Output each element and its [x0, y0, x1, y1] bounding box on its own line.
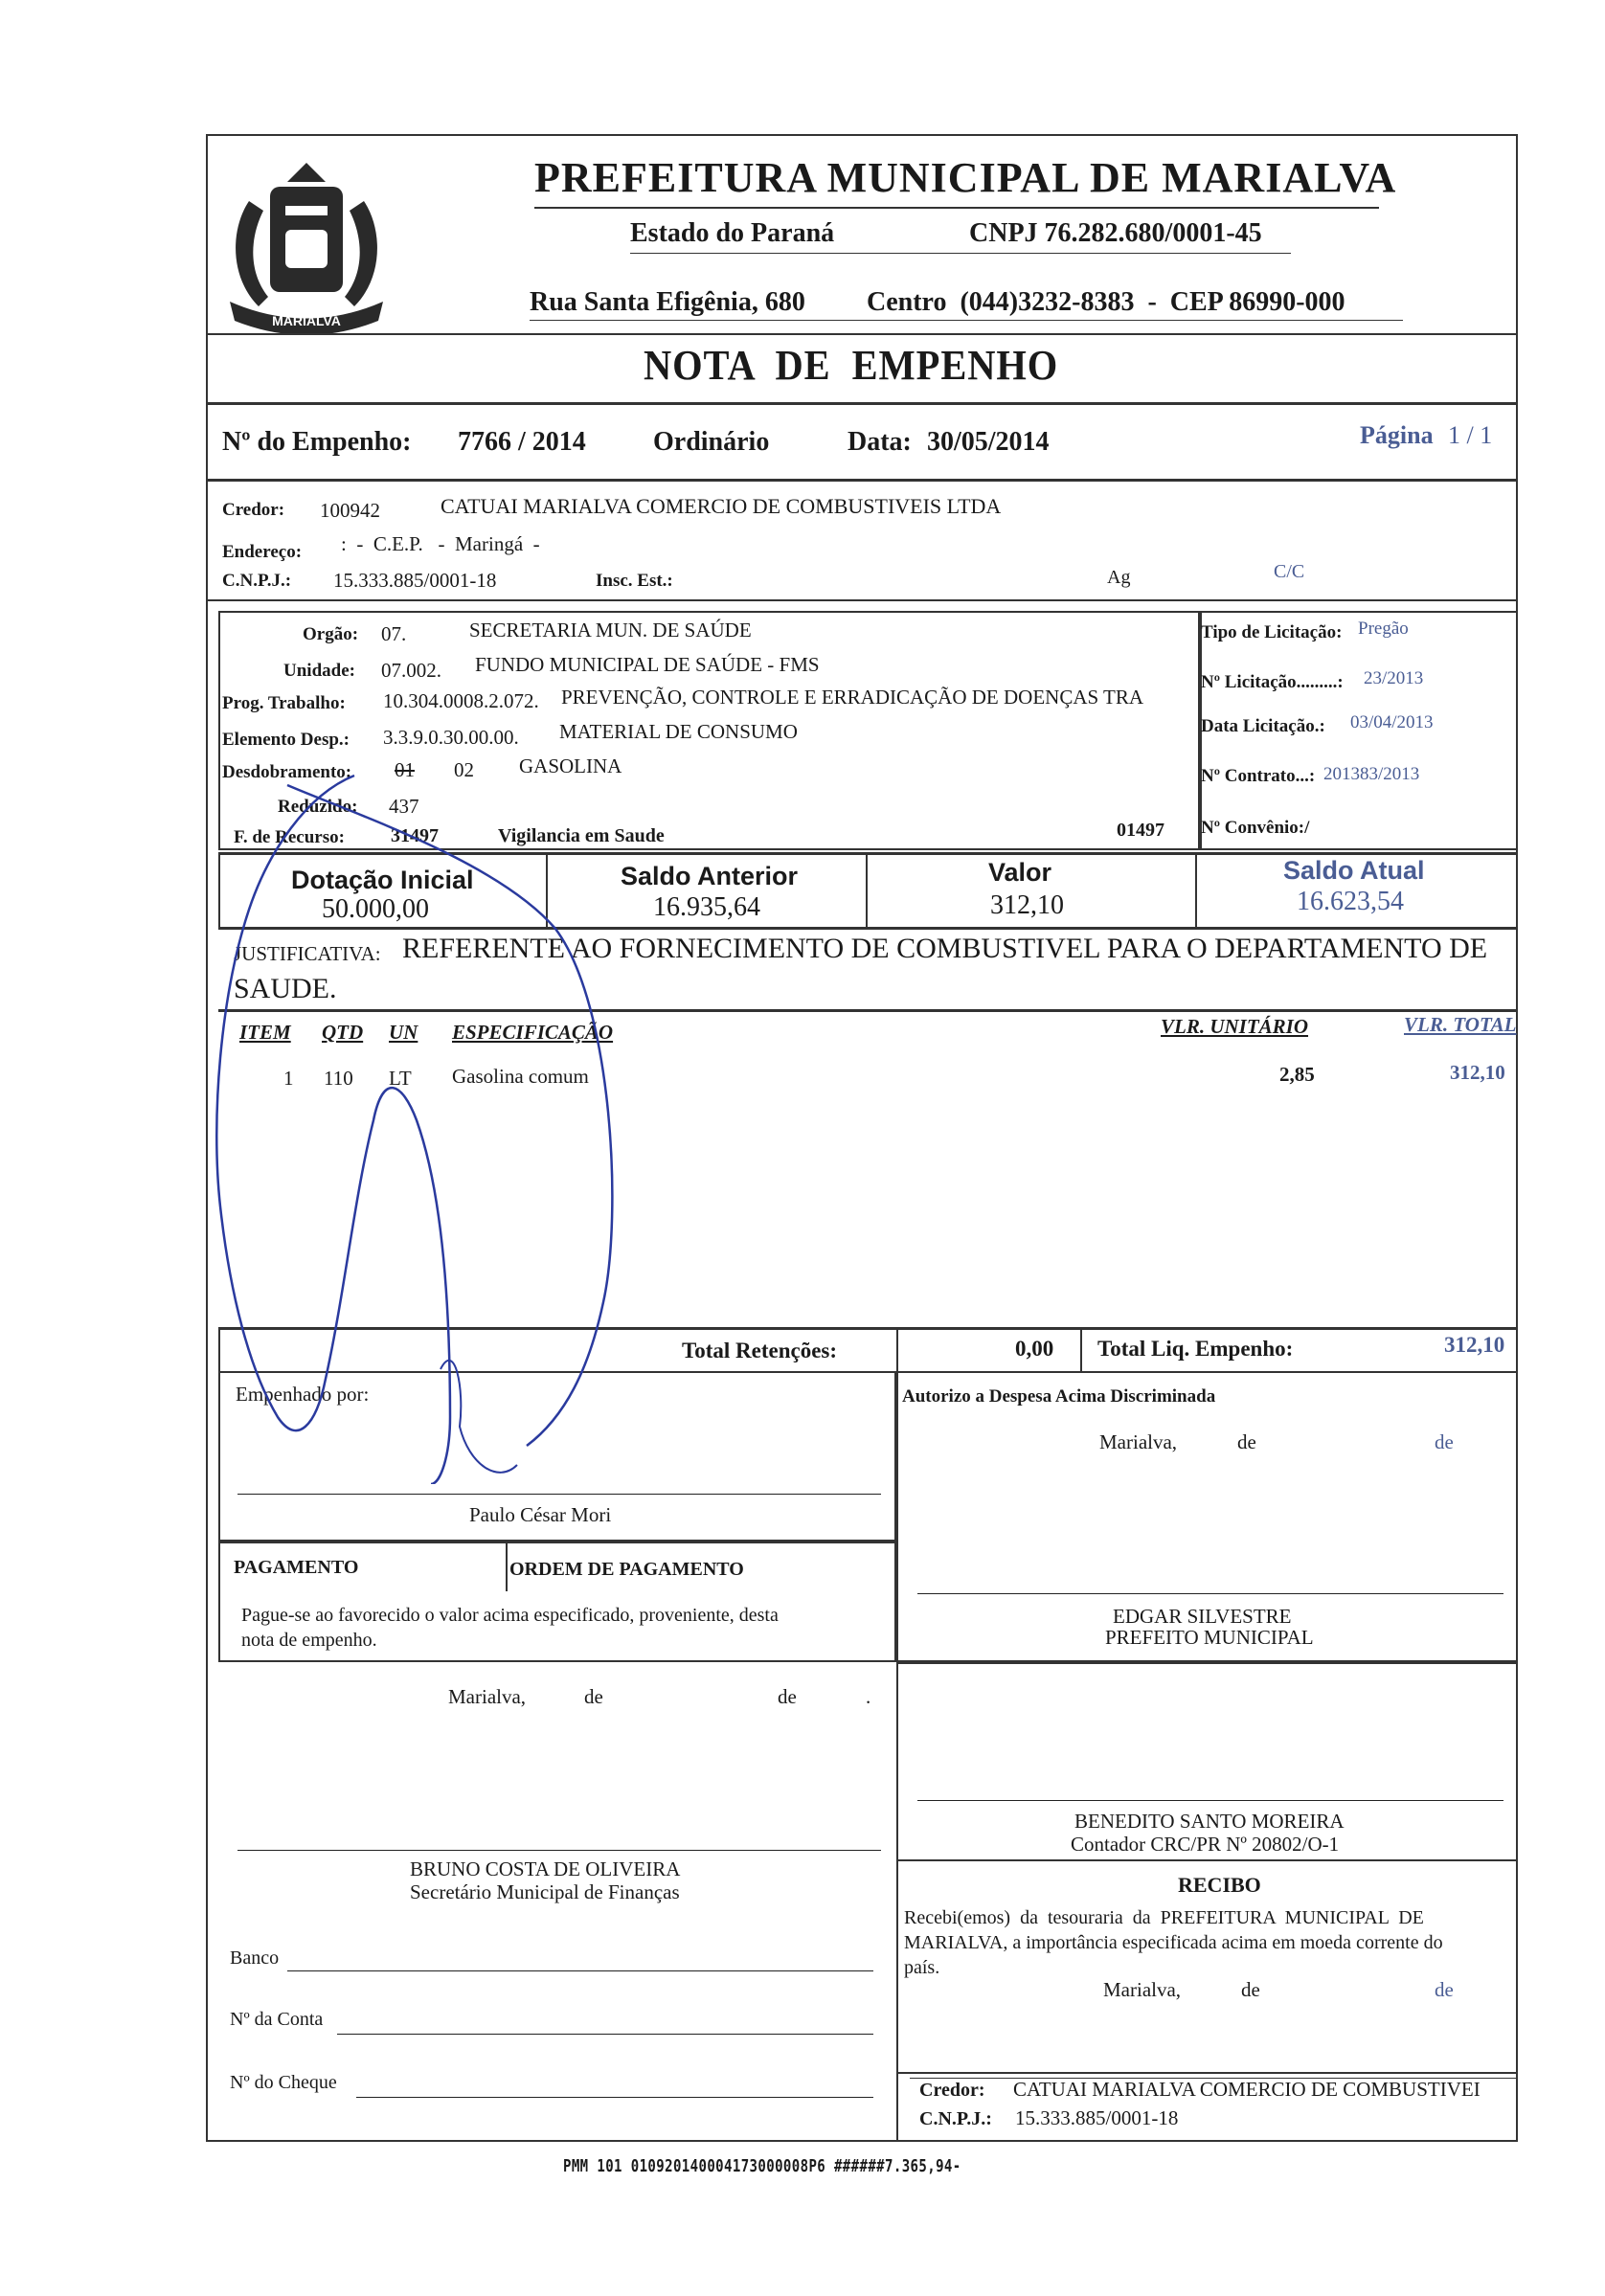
data-licitacao-value: 03/04/2013: [1350, 712, 1434, 732]
unidade-code: 07.002.: [381, 659, 441, 682]
desdobramento-code-2: 02: [454, 758, 474, 781]
recibo-credor-label: Credor:: [919, 2080, 985, 2101]
valor-value: 312,10: [990, 890, 1064, 920]
convenio-label: Nº Convênio:/: [1201, 818, 1310, 838]
cnpj-label: CNPJ 76.282.680/0001-45: [969, 218, 1262, 248]
recibo-cnpj-label: C.N.P.J.:: [919, 2108, 992, 2129]
signature-line: [237, 1850, 881, 1851]
col-unit-price-header: VLR. UNITÁRIO: [1161, 1015, 1309, 1038]
empenho-type: Ordinário: [653, 427, 770, 457]
divider: [206, 479, 1518, 482]
address-street: Rua Santa Efigênia, 680: [530, 287, 805, 317]
empenho-number: 7766 / 2014: [458, 427, 586, 457]
col-spec-header: ESPECIFICAÇÃO: [452, 1021, 614, 1044]
saldo-atual-value: 16.623,54: [1297, 887, 1404, 916]
pagamento-text-1: Pague-se ao favorecido o valor acima especificado, proveniente, desta: [241, 1605, 779, 1626]
row-spec: Gasolina comum: [452, 1065, 589, 1088]
divider: [506, 1542, 508, 1591]
input-line: [337, 2034, 873, 2035]
credor-name: CATUAI MARIALVA COMERCIO DE COMBUSTIVEIS LTDA: [441, 494, 1002, 518]
contrato-value: 201383/2013: [1323, 764, 1420, 784]
recurso-name: Vigilancia em Saude: [498, 825, 665, 846]
empenhado-label: Empenhado por:: [236, 1383, 370, 1406]
elemento-name: MATERIAL DE CONSUMO: [559, 720, 798, 743]
orgao-code: 07.: [381, 622, 407, 645]
credor-code: 100942: [320, 499, 380, 522]
col-item-header: ITEM: [239, 1021, 291, 1044]
row-qtd: 110: [324, 1067, 353, 1090]
contador-nome: BENEDITO SANTO MOREIRA: [1074, 1810, 1345, 1833]
svg-text:MARIALVA: MARIALVA: [272, 313, 341, 328]
prefeito-cargo: PREFEITO MUNICIPAL: [1105, 1626, 1314, 1649]
empenho-date: 30/05/2014: [927, 427, 1050, 457]
period-mark: .: [866, 1685, 871, 1708]
tipo-licitacao-value: Pregão: [1358, 619, 1409, 639]
numero-licitacao-value: 23/2013: [1364, 668, 1424, 688]
coat-of-arms-logo: [211, 144, 402, 345]
secretario-nome: BRUNO COSTA DE OLIVEIRA: [410, 1857, 681, 1880]
date-label: Data:: [848, 427, 912, 457]
pagamento-text-2: nota de empenho.: [241, 1630, 377, 1651]
document-title: NOTA DE EMPENHO: [644, 342, 1059, 389]
valor-label: Valor: [988, 858, 1052, 887]
divider: [866, 852, 868, 929]
autorizo-text: Autorizo a Despesa Acima Discriminada: [902, 1386, 1216, 1407]
desdobramento-code-1: 01: [395, 758, 415, 781]
input-line: [287, 1970, 873, 1971]
empenhado-nome: Paulo César Mori: [469, 1503, 612, 1526]
cc-label: C/C: [1274, 561, 1305, 582]
desdobramento-name: GASOLINA: [519, 754, 622, 777]
recibo-text-3: país.: [904, 1957, 940, 1978]
elemento-label: Elemento Desp.:: [222, 730, 350, 750]
title-underline: [534, 207, 1379, 209]
state-label: Estado do Paraná: [630, 218, 835, 248]
handwritten-signature: [211, 756, 632, 1484]
recibo-credor-value: CATUAI MARIALVA COMERCIO DE COMBUSTIVEI: [1013, 2078, 1481, 2101]
reduzido-value: 437: [389, 795, 419, 818]
prog-trabalho-name: PREVENÇÃO, CONTROLE E ERRADICAÇÃO DE DOENÇAS TRA: [561, 686, 1144, 709]
row-total: 312,10: [1450, 1061, 1505, 1084]
recibo-de-2: de: [1435, 1978, 1454, 2001]
divider: [896, 1859, 1518, 1861]
justificativa-line-2: SAUDE.: [234, 973, 337, 1004]
divider: [896, 1327, 898, 1373]
recibo-title: RECIBO: [1178, 1873, 1261, 1897]
state-underline: [630, 253, 1291, 254]
secretario-cargo: Secretário Municipal de Finanças: [410, 1880, 680, 1903]
divider: [1080, 1327, 1082, 1373]
orgao-label: Orgão:: [303, 624, 359, 644]
autorizo-city: Marialva,: [1099, 1430, 1178, 1453]
unidade-label: Unidade:: [283, 661, 355, 681]
unidade-name: FUNDO MUNICIPAL DE SAÚDE - FMS: [475, 653, 820, 676]
conta-label: Nº da Conta: [230, 2009, 324, 2030]
signature-line: [917, 1800, 1503, 1801]
row-item: 1: [283, 1067, 294, 1090]
tipo-licitacao-label: Tipo de Licitação:: [1201, 622, 1343, 642]
input-line: [356, 2097, 873, 2098]
divider: [1195, 852, 1197, 929]
recurso-label: F. de Recurso:: [234, 827, 345, 847]
col-un-header: UN: [389, 1021, 418, 1044]
justificativa-line-1: REFERENTE AO FORNECIMENTO DE COMBUSTIVEL PARA O DEPARTAMENTO DE: [402, 933, 1488, 964]
autorizo-de-1: de: [1237, 1430, 1256, 1453]
signature-line: [237, 1494, 881, 1495]
divider: [206, 599, 1518, 601]
recibo-cnpj-value: 15.333.885/0001-18: [1015, 2106, 1179, 2129]
credor-label: Credor:: [222, 500, 285, 520]
col-total-header: VLR. TOTAL: [1404, 1013, 1517, 1036]
row-un: LT: [389, 1067, 412, 1090]
pagamento-de-2: de: [778, 1685, 797, 1708]
divider: [896, 1662, 898, 2141]
endereco-label: Endereço:: [222, 542, 303, 562]
prog-trabalho-code: 10.304.0008.2.072.: [383, 689, 539, 712]
footer-code: PMM 101 010920140004173000008P6 ######7.365,94-: [563, 2156, 961, 2176]
desdobramento-label: Desdobramento:: [222, 762, 352, 782]
cheque-label: Nº do Cheque: [230, 2072, 337, 2093]
institution-title: PREFEITURA MUNICIPAL DE MARIALVA: [534, 154, 1397, 201]
signature-line: [917, 1593, 1503, 1594]
saldo-anterior-label: Saldo Anterior: [621, 862, 799, 890]
elemento-code: 3.3.9.0.30.00.00.: [383, 726, 519, 749]
cnpj-credor-value: 15.333.885/0001-18: [333, 569, 497, 592]
retencoes-label: Total Retenções:: [682, 1339, 838, 1362]
row-unit-price: 2,85: [1279, 1063, 1315, 1086]
recurso-value: 31497: [391, 825, 439, 846]
address-rest: Centro (044)3232-8383 - CEP 86990-000: [867, 287, 1345, 317]
retencoes-value: 0,00: [1015, 1337, 1054, 1361]
prog-trabalho-label: Prog. Trabalho:: [222, 693, 346, 713]
divider: [206, 333, 1518, 335]
empenho-number-label: Nº do Empenho:: [222, 427, 412, 457]
autorizo-de-2: de: [1435, 1430, 1454, 1453]
prefeito-nome: EDGAR SILVESTRE: [1113, 1605, 1292, 1628]
dotacao-value: 50.000,00: [322, 894, 429, 924]
liquido-value: 312,10: [1444, 1333, 1505, 1357]
address-underline: [530, 320, 1403, 321]
contador-cargo: Contador CRC/PR Nº 20802/O-1: [1071, 1833, 1340, 1856]
col-qtd-header: QTD: [322, 1021, 364, 1044]
ordem-pagamento-label: ORDEM DE PAGAMENTO: [509, 1559, 744, 1580]
reduzido-label: Reduzido:: [278, 797, 358, 817]
divider: [896, 1662, 1518, 1664]
orgao-name: SECRETARIA MUN. DE SAÚDE: [469, 619, 752, 642]
divider: [206, 402, 1518, 405]
ag-label: Ag: [1107, 567, 1131, 588]
page-number: 1 / 1: [1448, 421, 1493, 449]
justificativa-label: JUSTIFICATIVA:: [234, 942, 381, 965]
divider: [896, 2072, 1518, 2074]
saldo-atual-label: Saldo Atual: [1283, 856, 1425, 885]
data-licitacao-label: Data Licitação.:: [1201, 716, 1325, 736]
numero-licitacao-label: Nº Licitação.........:: [1201, 672, 1344, 692]
recibo-text-2: MARIALVA, a importância especificada acima em moeda corrente do: [904, 1932, 1443, 1953]
saldo-anterior-value: 16.935,64: [653, 892, 760, 922]
insc-est-label: Insc. Est.:: [596, 571, 673, 591]
pagamento-label: PAGAMENTO: [234, 1557, 359, 1578]
recibo-de-1: de: [1241, 1978, 1260, 2001]
liquido-label: Total Liq. Empenho:: [1097, 1337, 1294, 1361]
page-label: Página: [1360, 421, 1434, 449]
banco-label: Banco: [230, 1947, 280, 1969]
recibo-city: Marialva,: [1103, 1978, 1182, 2001]
recurso-code: 01497: [1117, 820, 1164, 841]
endereco-value: : - C.E.P. - Maringá -: [341, 532, 540, 555]
recibo-text-1: Recebi(emos) da tesouraria da PREFEITURA MUNICIPAL DE: [904, 1907, 1424, 1928]
pagamento-de-1: de: [584, 1685, 603, 1708]
pagamento-city: Marialva,: [448, 1685, 527, 1708]
contrato-label: Nº Contrato...:: [1201, 766, 1316, 786]
cnpj-credor-label: C.N.P.J.:: [222, 571, 292, 591]
dotacao-label: Dotação Inicial: [291, 866, 474, 894]
